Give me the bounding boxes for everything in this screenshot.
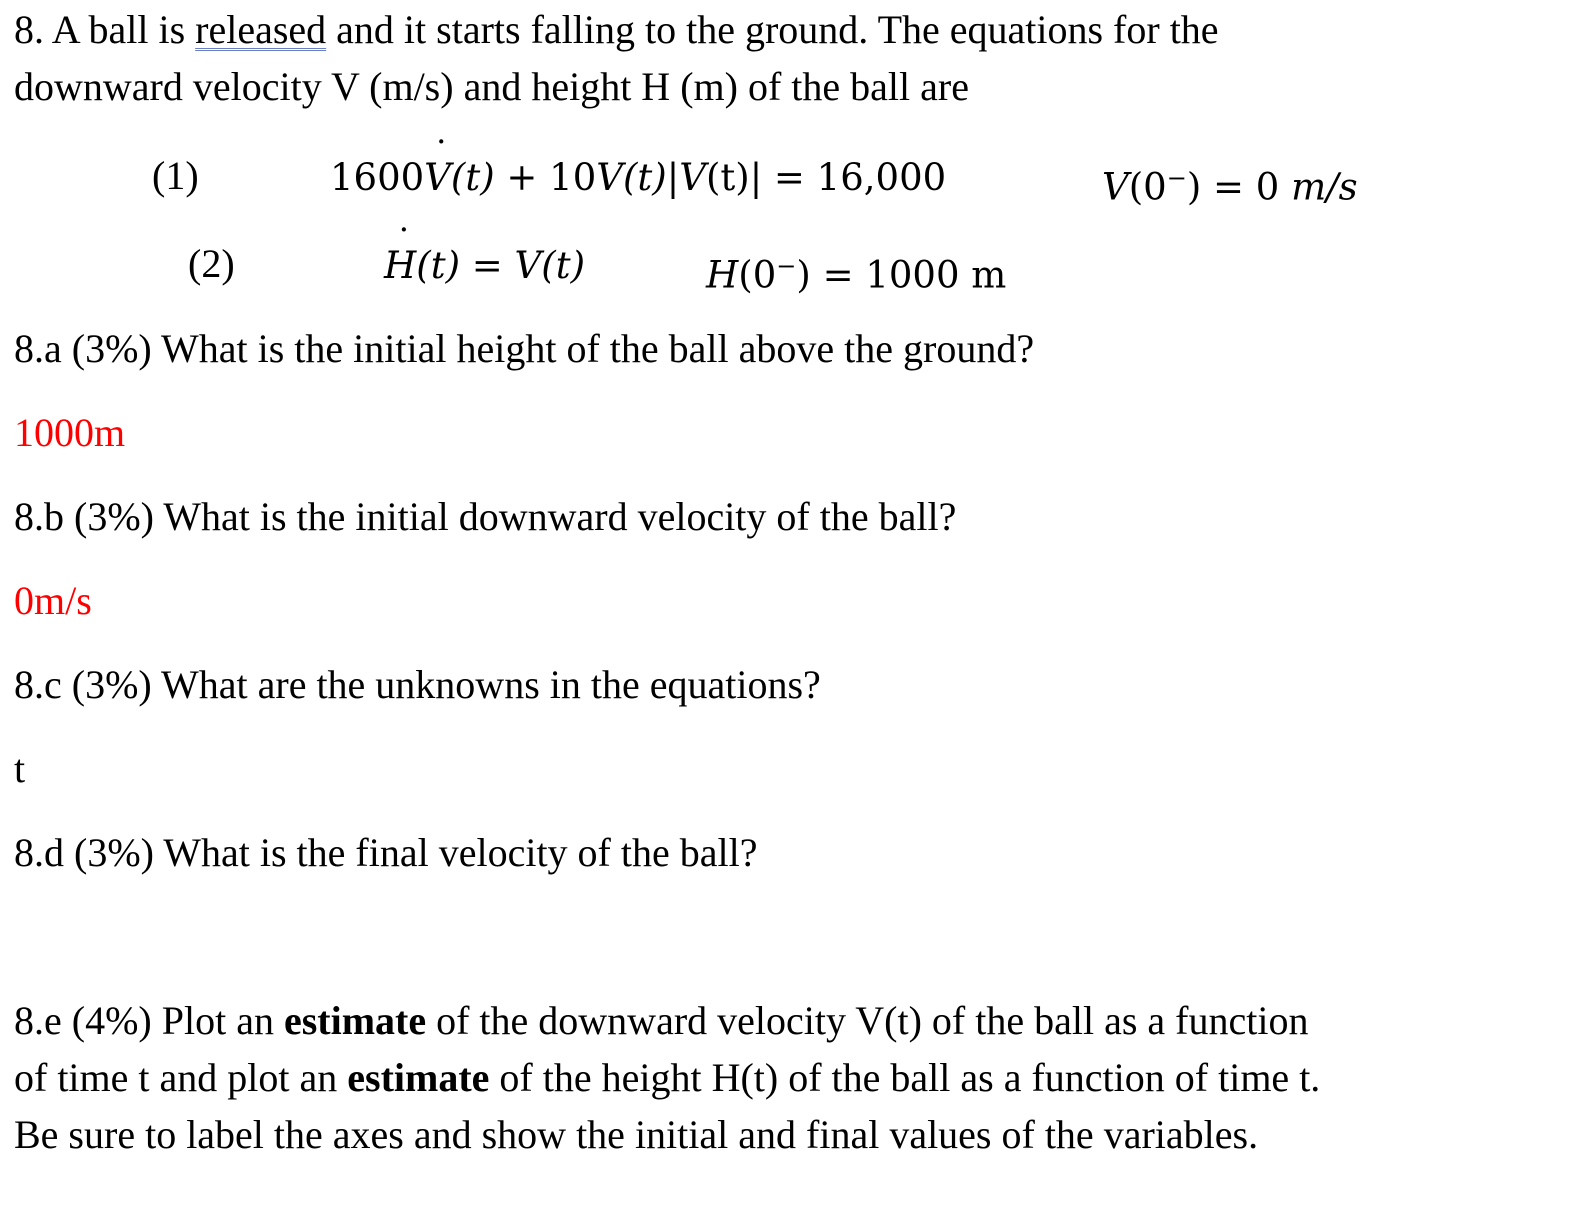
eq-term: H ˙ <box>384 243 416 289</box>
eq-term: ) = 0 <box>1186 165 1280 209</box>
equation-2-initial-condition <box>706 243 1006 298</box>
q-text: of the downward velocity V(t) of the ball as a function <box>436 998 1309 1043</box>
question-8c: 8.c (3%) What are the unknowns in the equations? <box>14 662 821 707</box>
eq-term: ) = 1000 m <box>796 253 1007 297</box>
equation-2 <box>384 243 585 289</box>
eq-unit: m/s <box>1291 165 1358 209</box>
eq-term: V ˙ <box>424 155 451 201</box>
question-8e-line-3: Be sure to label the axes and show the initial and final values of the variables. <box>14 1112 1259 1157</box>
problem-line-1 <box>14 7 1219 53</box>
q-text: 8.e (4%) Plot an <box>14 998 274 1043</box>
question-8b: 8.b (3%) What is the initial downward velocity of the ball? <box>14 494 957 539</box>
eq-term: H <box>706 253 739 297</box>
equation-1 <box>330 155 946 201</box>
problem-number: 8. <box>14 7 44 52</box>
problem-text: and it starts falling to the ground. The equations for the <box>336 7 1219 52</box>
eq-term: V <box>596 156 623 199</box>
eq-term: (0 <box>738 253 777 297</box>
eq-term: (t) <box>541 244 586 287</box>
problem-text: A ball is <box>51 7 186 52</box>
eq-term: V <box>514 244 542 287</box>
eq-term: − <box>1166 164 1187 192</box>
eq-term: (0 <box>1128 165 1167 209</box>
answer-8b[interactable]: 0m/s <box>14 578 92 623</box>
equation-1-label: (1) <box>152 153 199 198</box>
problem-line-2: downward velocity V (m/s) and height H (m) of the ball are <box>14 64 969 109</box>
q-bold: estimate <box>283 998 427 1043</box>
question-8e-line-2 <box>14 1055 1320 1101</box>
answer-8c[interactable]: t <box>14 746 26 791</box>
eq-term: (t) = <box>416 244 515 287</box>
answer-8a[interactable]: 1000m <box>14 410 126 455</box>
spellcheck-word[interactable]: released <box>195 7 327 52</box>
q-text: of time t and plot an <box>14 1055 338 1100</box>
question-8d: 8.d (3%) What is the final velocity of the ball? <box>14 830 758 875</box>
eq-term: − <box>776 252 797 280</box>
question-8e-line-1 <box>14 998 1308 1044</box>
eq-term: + 10 <box>494 156 597 199</box>
eq-term: (t) <box>450 156 495 199</box>
eq-term: V <box>679 156 706 199</box>
eq-term: (t)| = 16,000 <box>705 156 947 199</box>
equation-2-label: (2) <box>188 241 235 286</box>
q-bold: estimate <box>347 1055 490 1100</box>
equation-1-initial-condition <box>1102 155 1358 210</box>
eq-term: 1600 <box>330 156 425 199</box>
question-8a: 8.a (3%) What is the initial height of the ball above the ground? <box>14 326 1035 371</box>
q-text: of the height H(t) of the ball as a function of time t. <box>499 1055 1321 1100</box>
eq-term: V <box>1102 165 1129 209</box>
eq-term: (t)| <box>623 156 680 199</box>
